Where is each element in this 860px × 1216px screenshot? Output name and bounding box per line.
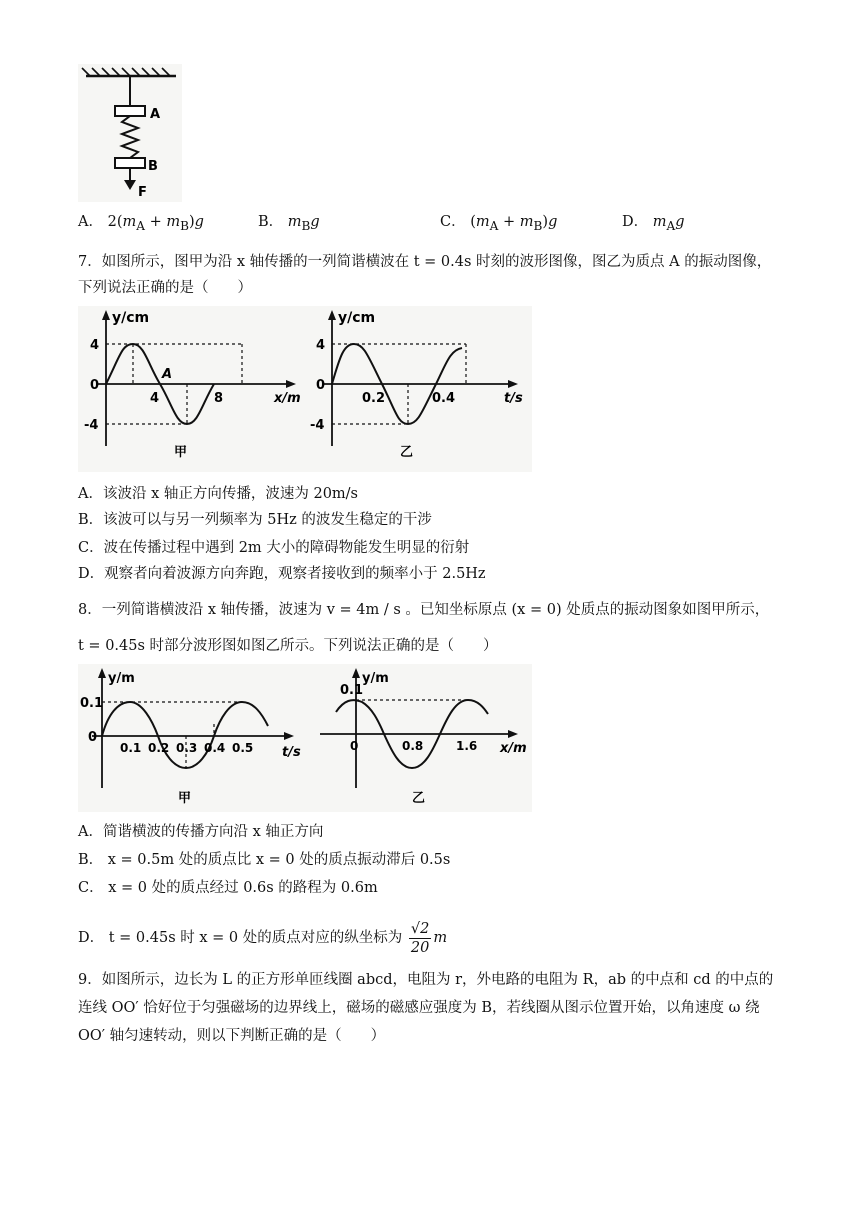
q7-stem-line2: 下列说法正确的是（ ）: [78, 280, 252, 296]
q7-yi-xlabel: t/s: [504, 391, 523, 406]
q8-yi-xlabel: x/m: [500, 741, 527, 756]
label-a: A: [150, 107, 161, 122]
q8-figure-jia: [78, 664, 306, 812]
q7-figure-yi: [304, 306, 532, 472]
q7-jia-ylabel: y/cm: [112, 310, 150, 326]
q7-jia-tick-y: 4: [90, 338, 100, 353]
q7-yi-tick-x: 0.4: [432, 391, 456, 406]
q9-stem-line3: OO′ 轴匀速转动，则以下判断正确的是（ ）: [78, 1028, 386, 1044]
q7-jia-xlabel: x/m: [274, 391, 301, 406]
q7-yi-ylabel: y/cm: [338, 310, 376, 326]
q7-jia-tick-x: 4: [150, 391, 160, 406]
q7-yi-tick-y: 4: [316, 338, 326, 353]
q8-jia-caption: 甲: [178, 791, 192, 806]
q7-option-d[interactable]: D．观察者向着波源方向奔跑，观察者接收到的频率小于 2.5Hz: [78, 566, 486, 582]
q6-option-b[interactable]: B． $m_Bg$: [258, 214, 320, 233]
q8-yi-tick-x: 1.6: [456, 739, 478, 753]
q7-jia-tick-y: 0: [90, 378, 100, 393]
q8-option-a[interactable]: A．简谐横波的传播方向沿 x 轴正方向: [78, 824, 324, 840]
q8-option-d-fraction: [409, 920, 431, 957]
q8-option-c[interactable]: C． x = 0 处的质点经过 0.6s 的路程为 0.6m: [78, 880, 378, 896]
q7-yi-tick-y: -4: [310, 418, 325, 433]
fraction-denominator: 20: [410, 939, 430, 956]
q7-yi-tick-y: 0: [316, 378, 326, 393]
q8-jia-tick-x: 0.5: [232, 741, 254, 755]
q8-yi-tick-x: 0.8: [402, 739, 424, 753]
q8-jia-tick-x: 0.3: [176, 741, 198, 755]
q7-option-c[interactable]: C．波在传播过程中遇到 2m 大小的障碍物能发生明显的衍射: [78, 540, 470, 556]
q6-figure: [78, 64, 182, 202]
q6-option-a[interactable]: A． $2(m_A + m_B)g$: [78, 214, 204, 233]
q7-jia-tick-y: -4: [84, 418, 99, 433]
q7-option-b[interactable]: B．该波可以与另一列频率为 5Hz 的波发生稳定的干涉: [78, 512, 432, 528]
q7-yi-tick-x: 0.2: [362, 391, 386, 406]
q8-jia-tick-y: 0: [88, 730, 98, 745]
q8-stem-line1: 8．一列简谐横波沿 x 轴传播，波速为 v = 4m / s 。已知坐标原点 (x = 0) 处质点的振动图象如图甲所示，: [78, 602, 770, 618]
q8-yi-tick-x: 0: [350, 739, 359, 753]
q8-option-b[interactable]: B． x = 0.5m 处的质点比 x = 0 处的质点振动滞后 0.5s: [78, 852, 451, 868]
fraction-numerator: √2: [410, 920, 430, 937]
q6-option-d[interactable]: D． $m_Ag$: [622, 214, 685, 233]
q7-jia-tick-x: 8: [214, 391, 224, 406]
q8-yi-ylabel: y/m: [362, 671, 389, 686]
q8-option-d[interactable]: [78, 918, 447, 958]
label-b: B: [148, 159, 158, 174]
unit: m: [433, 930, 448, 946]
q7-figure-jia: [78, 306, 304, 472]
q8-jia-tick-x: 0.4: [204, 741, 226, 755]
q9-stem-line2: 连线 OO′ 恰好位于匀强磁场的边界线上，磁场的磁感应强度为 B，若线圈从图示位置开始，以角速度 ω 绕: [78, 1000, 760, 1016]
q8-yi-caption: 乙: [412, 791, 426, 806]
q7-stem-line1: 7．如图所示，图甲为沿 x 轴传播的一列简谐横波在 t = 0.4s 时刻的波形图像，图乙为质点 A 的振动图像，: [78, 254, 772, 270]
q7-yi-caption: 乙: [400, 445, 414, 460]
q7-option-a[interactable]: A．该波沿 x 轴正方向传播，波速为 20m/s: [78, 486, 359, 502]
q6-option-c[interactable]: C． $(m_A + m_B)g$: [440, 214, 558, 233]
q8-jia-tick-x: 0.2: [148, 741, 170, 755]
q8-jia-ylabel: y/m: [108, 671, 135, 686]
q9-stem-line1: 9．如图所示，边长为 L 的正方形单匝线圈 abcd，电阻为 r，外电路的电阻为 R，ab 的中点和 cd 的中点的: [78, 972, 774, 988]
q8-jia-tick-x: 0.1: [120, 741, 142, 755]
q8-jia-xlabel: t/s: [282, 745, 301, 760]
q7-jia-point-a: A: [162, 367, 173, 382]
q8-option-d-text: D． t = 0.45s 时 x = 0 处的质点对应的纵坐标为: [78, 930, 403, 946]
label-f: F: [138, 185, 147, 200]
q8-jia-tick-y: 0.1: [80, 696, 104, 711]
q8-figure-yi: [306, 664, 532, 812]
q8-yi-tick-y: 0.1: [340, 683, 364, 698]
q7-jia-caption: 甲: [174, 445, 188, 460]
q8-stem-line2: t = 0.45s 时部分波形图如图乙所示。下列说法正确的是（ ）: [78, 638, 498, 654]
